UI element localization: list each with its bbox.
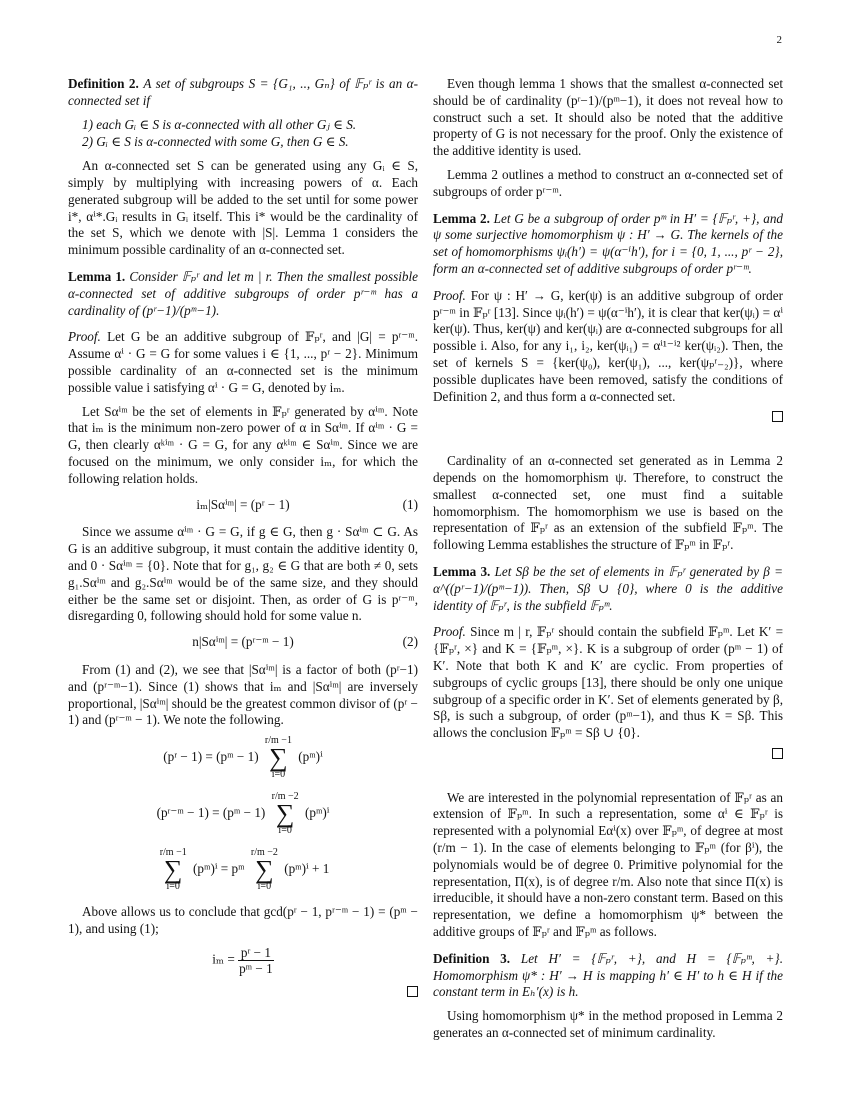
right-column <box>433 76 783 1049</box>
qed-row <box>433 747 783 764</box>
equation-4-lhs: (pʳ⁻ᵐ − 1) = (pᵐ − 1) <box>156 805 266 821</box>
definition-2-list <box>82 117 418 152</box>
paragraph-cardinality: Cardinality of an α-connected set generated as in Lemma 2 depends on the homomorphism ψ. Therefore, to construct the smallest α-connected set, one must find a suitable homomorphism. The homomorphism we use is based on the representation of 𝔽ₚʳ as an extension of the subfield 𝔽ₚᵐ. The following Lemma establishes the structure of 𝔽ₚᵐ in 𝔽ₚʳ. <box>433 453 783 553</box>
summation-equations <box>68 736 418 892</box>
paragraph-gcd: From (1) and (2), we see that |Sαⁱᵐ| is a factor of both (pʳ−1) and (pʳ⁻ᵐ−1). Since (1) shows that iₘ and |Sαⁱᵐ| are inversely proportional, |Sαⁱᵐ| should be the greatest common divisor of (pʳ − 1) and (pʳ⁻ᵐ − 1). We note the following. <box>68 661 418 728</box>
equation-3-rhs: (pᵐ)ⁱ <box>298 749 323 765</box>
equation-1-body: iₘ|Sαⁱᵐ| = (pʳ − 1) <box>196 496 290 512</box>
lemma-1 <box>68 269 418 319</box>
proof-lemma-2 <box>433 288 783 406</box>
paragraph-homomorphism-usage: Using homomorphism ψ* in the method proposed in Lemma 2 generates an α-connected set of minimum cardinality. <box>433 1008 783 1041</box>
sum-upper-limit: r/m −1 <box>264 735 292 747</box>
paragraph-alpha-connected: An α-connected set S can be generated using any Gᵢ ∈ S, simply by multiplying with increasing powers of α. Each generated subgroup will be added to the set until for some power i*, αⁱ*.Gᵢ results in Gᵢ itself. This i* would be the cardinality of the set S, which we denote with |S|. Lemma 1 considers the minimum possible cardinality of an α-connected set. <box>68 158 418 258</box>
qed-row <box>68 985 418 1002</box>
equation-2 <box>68 634 418 651</box>
proof-heading: Proof. <box>433 624 466 640</box>
sum-symbol: r/m −2 ∑ i=0 <box>271 791 299 837</box>
sum-symbol: r/m −1 ∑ i=0 <box>264 735 292 781</box>
equation-5 <box>68 848 418 892</box>
equation-3 <box>68 736 418 780</box>
sum-upper-limit: r/m −1 <box>159 847 187 859</box>
paragraph-conclusion: Above allows us to conclude that gcd(pʳ − 1, pʳ⁻ᵐ − 1) = (pᵐ − 1), and using (1); <box>68 904 418 936</box>
proof-heading: Proof. <box>68 329 101 345</box>
equation-1 <box>68 497 418 514</box>
proof-lemma-1-body: Let G be an additive subgroup of 𝔽ₚʳ, and |G| = pʳ⁻ᵐ. Assume αⁱ · G = G for some values i ∈ {1, ..., pʳ − 2}. Minimum possible cardinality of an α-connected set is the minimum possible value i satisfying αⁱ · G = G, denoted by iₘ. <box>68 329 418 395</box>
lemma-1-heading: Lemma 1. <box>68 268 126 284</box>
fraction-denominator: pᵐ − 1 <box>239 960 273 976</box>
fraction <box>238 945 274 976</box>
lemma-2-body: Let G be a subgroup of order pᵐ in H′ = {𝔽ₚʳ, +}, and ψ some surjective homomorphism ψ : H′ → G. The kernels of the set of homomorphisms ψᵢ(h′) = ψ(α⁻ⁱh′), for i = {0, 1, ..., pʳ − 2}, form an α-connected set of additive subgroups of order pʳ⁻ᵐ. <box>433 210 784 276</box>
equation-6 <box>68 945 418 976</box>
equation-2-body: n|Sαⁱᵐ| = (pʳ⁻ᵐ − 1) <box>192 634 294 650</box>
definition-2 <box>68 76 418 110</box>
left-column <box>68 76 418 1015</box>
sum-lower-limit: i=0 <box>166 881 180 893</box>
sum-upper-limit: r/m −2 <box>250 847 278 859</box>
proof-lemma-3 <box>433 624 783 742</box>
paragraph-additive-identity: Since we assume αⁱᵐ · G = G, if g ∈ G, then g · Sαⁱᵐ ⊂ G. As G is an additive subgroup, it must contain the additive identity 0, and 0 · Sαⁱᵐ = {0}. Note that for g₁, g₂ ∈ G that are both ≠ 0, sets g₁.Sαⁱᵐ and g₂.Sαⁱᵐ would be of the same size, and they should either be the same set or disjoint. Then, as order of G is pʳ⁻ᵐ, disregarding 0, following should hold for some value n. <box>68 524 418 624</box>
equation-4-rhs: (pᵐ)ⁱ <box>304 805 330 821</box>
definition-3-heading: Definition 3. <box>433 950 511 966</box>
qed-row <box>433 410 783 427</box>
lemma-1-body: Consider 𝔽ₚʳ and let m | r. Then the smallest possible α-connected set of additive subgroups of order pʳ⁻ᵐ has a cardinality of (pʳ−1)/(pᵐ−1). <box>68 268 419 318</box>
sum-symbol: r/m −2 ∑ i=0 <box>250 847 278 893</box>
definition-2-item-2: 2) Gᵢ ∈ S is α-connected with some G, then G ∈ S. <box>82 134 349 150</box>
lemma-2 <box>433 211 783 278</box>
paragraph-lemma2-intro: Lemma 2 outlines a method to construct an α-connected set of subgroups of order pʳ⁻ᵐ. <box>433 166 783 199</box>
sum-lower-limit: i=0 <box>278 825 292 837</box>
proof-heading: Proof. <box>433 287 466 303</box>
sum-lower-limit: i=0 <box>257 881 272 893</box>
equation-5-rhs: (pᵐ)ⁱ + 1 <box>284 861 330 877</box>
equation-6-lhs: iₘ = <box>212 951 235 967</box>
lemma-3-heading: Lemma 3. <box>433 563 491 579</box>
proof-lemma-3-body: Since m | r, 𝔽ₚʳ should contain the subfield 𝔽ₚᵐ. Let K′ = {𝔽ₚʳ, ×} and K = {𝔽ₚᵐ, ×}. K is a subgroup of order (pᵐ − 1) of K′. Note that both K and K′ are cyclic. From properties of subgroups of cyclic groups [13], there should be only one unique subgroup of a specific order in K′. Set of elements generated by β, Sβ, is such a subgroup, of order (pᵐ−1), and thus K = Sβ. This allows the conclusion 𝔽ₚᵐ = Sβ ∪ {0}. <box>433 624 784 741</box>
definition-2-item-1: 1) each Gᵢ ∈ S is α-connected with all other Gⱼ ∈ S. <box>82 116 357 132</box>
definition-2-body: A set of subgroups S = {G₁, .., Gₙ} of 𝔽ₚʳ is an α-connected set if <box>68 76 419 108</box>
sum-symbol: r/m −1 ∑ i=0 <box>159 847 187 893</box>
equation-3-lhs: (pʳ − 1) = (pᵐ − 1) <box>163 749 259 765</box>
equation-1-number: (1) <box>402 496 418 512</box>
page-number: 2 <box>776 34 782 46</box>
definition-2-heading: Definition 2. <box>68 76 139 91</box>
proof-lemma-1 <box>68 329 418 396</box>
sum-upper-limit: r/m −2 <box>271 791 299 803</box>
qed-square-icon <box>772 748 783 759</box>
sum-lower-limit: i=0 <box>271 769 286 781</box>
lemma-2-heading: Lemma 2. <box>433 210 490 226</box>
qed-square-icon <box>772 411 783 422</box>
lemma-3 <box>433 564 783 614</box>
paragraph-s-alpha: Let Sαⁱᵐ be the set of elements in 𝔽ₚʳ generated by αⁱᵐ. Note that iₘ is the minimum non-zero power of α in Sαⁱᵐ. If αⁱᵐ · G = G, then clearly αᵏⁱᵐ · G = G, for any αᵏⁱᵐ ∈ Sαⁱᵐ. Since we are focused on the minimum, we only consider iₘ, for which the following relation holds. <box>68 403 418 486</box>
definition-3 <box>433 951 783 1001</box>
equation-4 <box>68 792 418 836</box>
equation-2-number: (2) <box>402 634 418 650</box>
paragraph-lemma1-remark: Even though lemma 1 shows that the smallest α-connected set should be of cardinality (pʳ−1)/(pᵐ−1), it does not reveal how to construct such a set. It should also be noted that the additive property of G is not necessary for the proof. Only the existence of the additive identity is used. <box>433 76 783 159</box>
paragraph-polynomial-representation: We are interested in the polynomial representation of 𝔽ₚʳ as an extension of 𝔽ₚᵐ. In such a representation, some αⁱ ∈ 𝔽ₚʳ is represented with a polynomial Eαⁱ(x) over 𝔽ₚᵐ, of degree at most (r/m − 1). In the case of elements belonging to 𝔽ₚᵐ (for βⁱ), the polynomials would be of degree 0. Primitive polynomial for the representation, Π(x), is of degree r/m. Also note that since Π(x) is irreducible, it should have a non-zero constant term. Based on this representation, we define a homomorphism ψ* between the additive groups of 𝔽ₚʳ and 𝔽ₚᵐ as follows. <box>433 789 783 940</box>
lemma-3-body: Let Sβ be the set of elements in 𝔽ₚʳ generated by β = α^((pʳ−1)/(pᵐ−1)). Then, Sβ ∪ {0}, where 0 is the additive identity of 𝔽ₚʳ, is the subfield 𝔽ₚᵐ. <box>433 563 783 613</box>
fraction-numerator: pʳ − 1 <box>238 945 274 961</box>
qed-square-icon <box>407 986 418 997</box>
definition-3-body: Let H′ = {𝔽ₚʳ, +}, and H = {𝔽ₚᵐ, +}. Homomorphism ψ* : H′ → H is mapping h′ ∈ H′ to h ∈ H if the constant term in Eₕ′(x) is h. <box>433 950 783 1000</box>
equation-5-mid: (pᵐ)ⁱ = pᵐ <box>193 861 245 877</box>
proof-lemma-2-body: For ψ : H′ → G, ker(ψ) is an additive subgroup of order pʳ⁻ᵐ in 𝔽ₚʳ [13]. Since ψᵢ(h′) = ψ(α⁻ⁱh′), it is clear that ker(ψᵢ) = αⁱ ker(ψ). Thus, ker(ψ) and ker(ψᵢ) are α-connected subgroups for all possible i. Also, for any i₁, i₂, ker(ψᵢ₁) = αⁱ¹⁻ⁱ² ker(ψᵢ₂). Then, the set of kernels S = {ker(ψ₀), ker(ψ₁), ..., ker(ψₚʳ₋₂)}, where possible duplicates have been removed, satisfy the conditions of Definition 2, and thus form a α-connected set. <box>433 287 784 404</box>
